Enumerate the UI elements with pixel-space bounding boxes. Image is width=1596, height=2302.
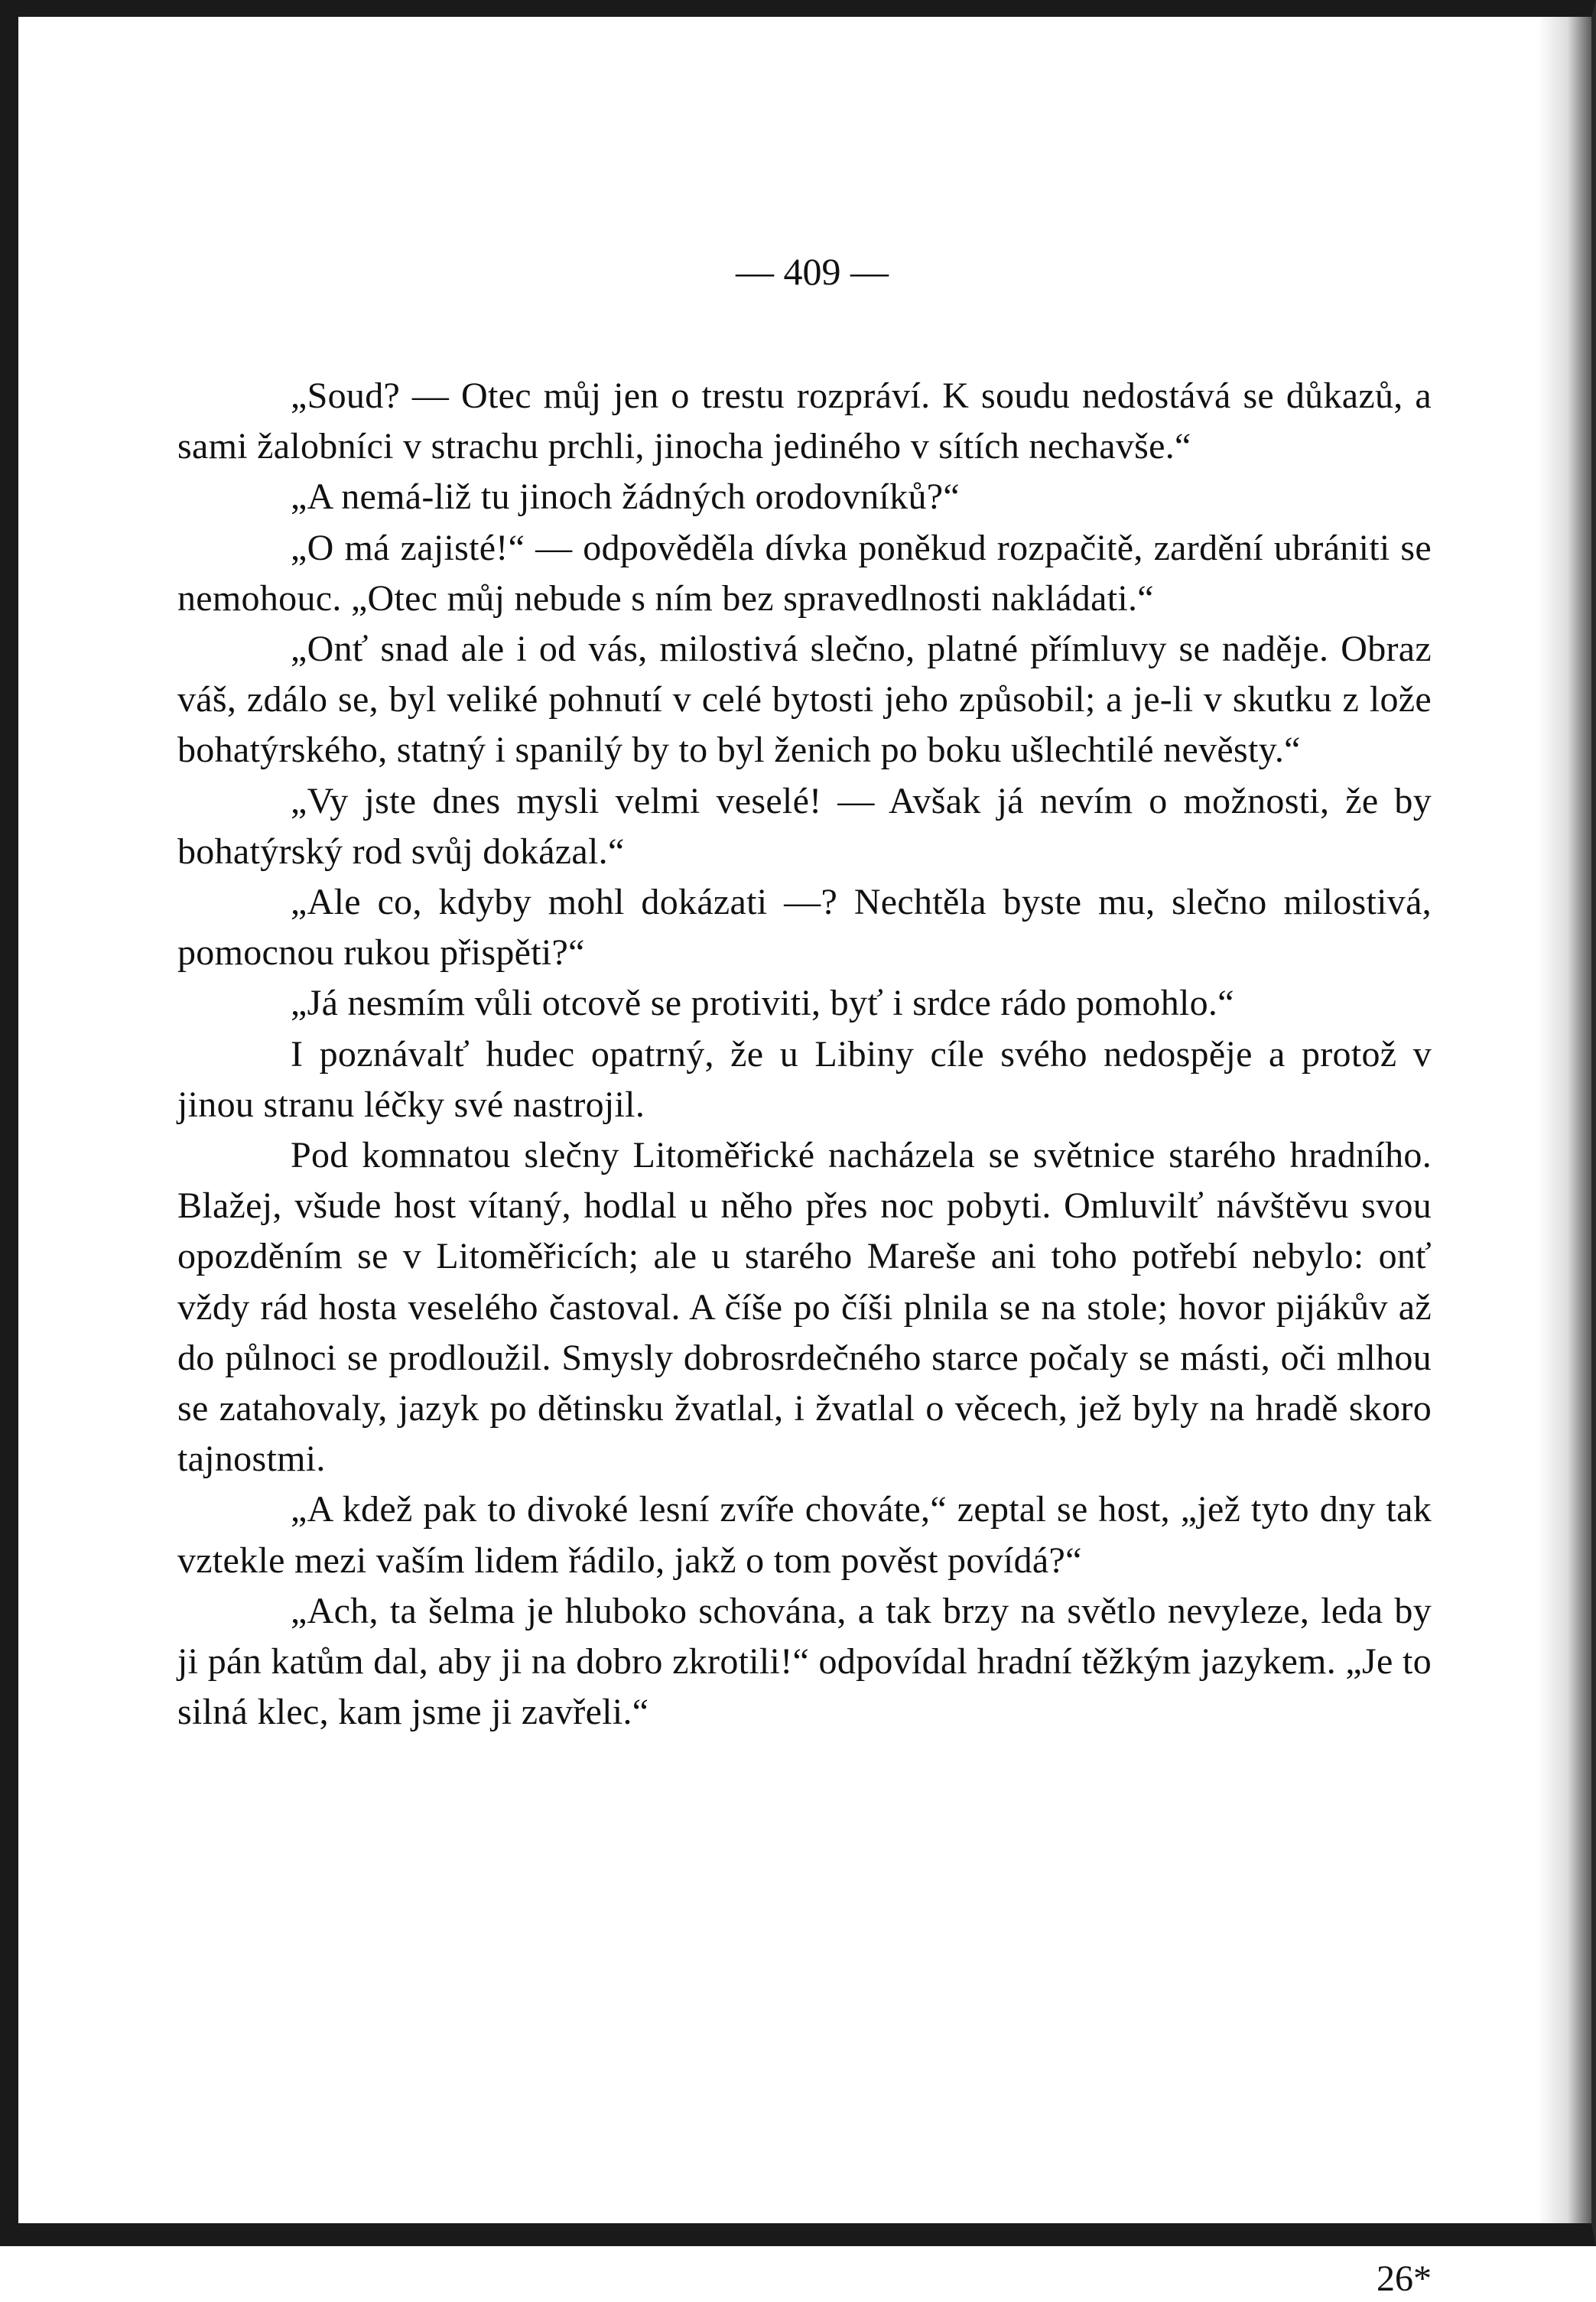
paragraph: „A nemá-liž tu jinoch žádných orodovníků?“ bbox=[291, 476, 960, 518]
paragraph: „Vy jste dnes mysli velmi veselé! — Avšak já nevím o možnosti, že by bohatýrský rod svůj dokázal.“ bbox=[177, 780, 1432, 872]
paragraph: Pod komnatou slečny Litoměřické nacházela se světnice starého hradního. Blažej, všude host vítaný, hodlal u něho přes noc pobyti. Omluvilť návštěvu svou opozděním se v Litoměřicích; ale u starého Mareše ani toho potřebí nebylo: onť vždy rád hosta veselého častoval. A číše po číši plnila se na stole; hovor pijákův až do půlnoci se prodloužil. Smysly dobrosrdečného starce počaly se másti, oči mlhou se zatahovaly, jazyk po dětinsku žvatlal, i žvatlal o věcech, jež byly na hradě skoro tajnostmi. bbox=[177, 1135, 1432, 1480]
paragraph: „Soud? — Otec můj jen o trestu rozpráví. K soudu nedostává se důkazů, a sami žalobníci v strachu prchli, jinocha jediného v sítích nechavše.“ bbox=[177, 376, 1432, 467]
paragraph: I poznávalť hudec opatrný, že u Libiny cíle svého nedospěje a protož v jinou stranu léčky své nastrojil. bbox=[177, 1033, 1432, 1125]
page-body bbox=[177, 371, 1432, 1738]
paragraph: „Ach, ta šelma je hluboko schována, a tak brzy na světlo nevyleze, leda by ji pán katům dal, aby ji na dobro zkrotili!“ odpovídal hradní těžkým jazykem. „Je to silná klec, kam jsme ji zavřeli.“ bbox=[177, 1590, 1432, 1733]
signature-mark: 26* bbox=[1377, 2258, 1432, 2299]
paragraph: „Onť snad ale i od vás, milostivá slečno, platné přímluvy se naděje. Obraz váš, zdálo se, byl veliké pohnutí v celé bytosti jeho způsobil; a je-li v skutku z lože bohatýrského, statný i spanilý by to byl ženich po boku ušlechtilé nevěsty.“ bbox=[177, 629, 1432, 771]
page-gutter-shadow bbox=[1538, 17, 1591, 2223]
page-number-header: — 409 — bbox=[736, 250, 889, 293]
paragraph: „A kdež pak to divoké lesní zvíře chováte,“ zeptal se host, „jež tyto dny tak vztekle mezi vaším lidem řádilo, jakž o tom pověst povídá?“ bbox=[177, 1489, 1432, 1581]
paragraph: „Já nesmím vůli otcově se protiviti, byť i srdce rádo pomohlo.“ bbox=[291, 983, 1234, 1024]
paragraph: „O má zajisté!“ — odpověděla dívka poněkud rozpačitě, zardění ubrániti se nemohouc. „Otec můj nebude s ním bez spravedlnosti nakládati.“ bbox=[177, 527, 1432, 619]
book-page bbox=[177, 249, 1432, 2299]
paragraph: „Ale co, kdyby mohl dokázati —? Nechtěla byste mu, slečno milostivá, pomocnou rukou přispěti?“ bbox=[177, 882, 1432, 974]
